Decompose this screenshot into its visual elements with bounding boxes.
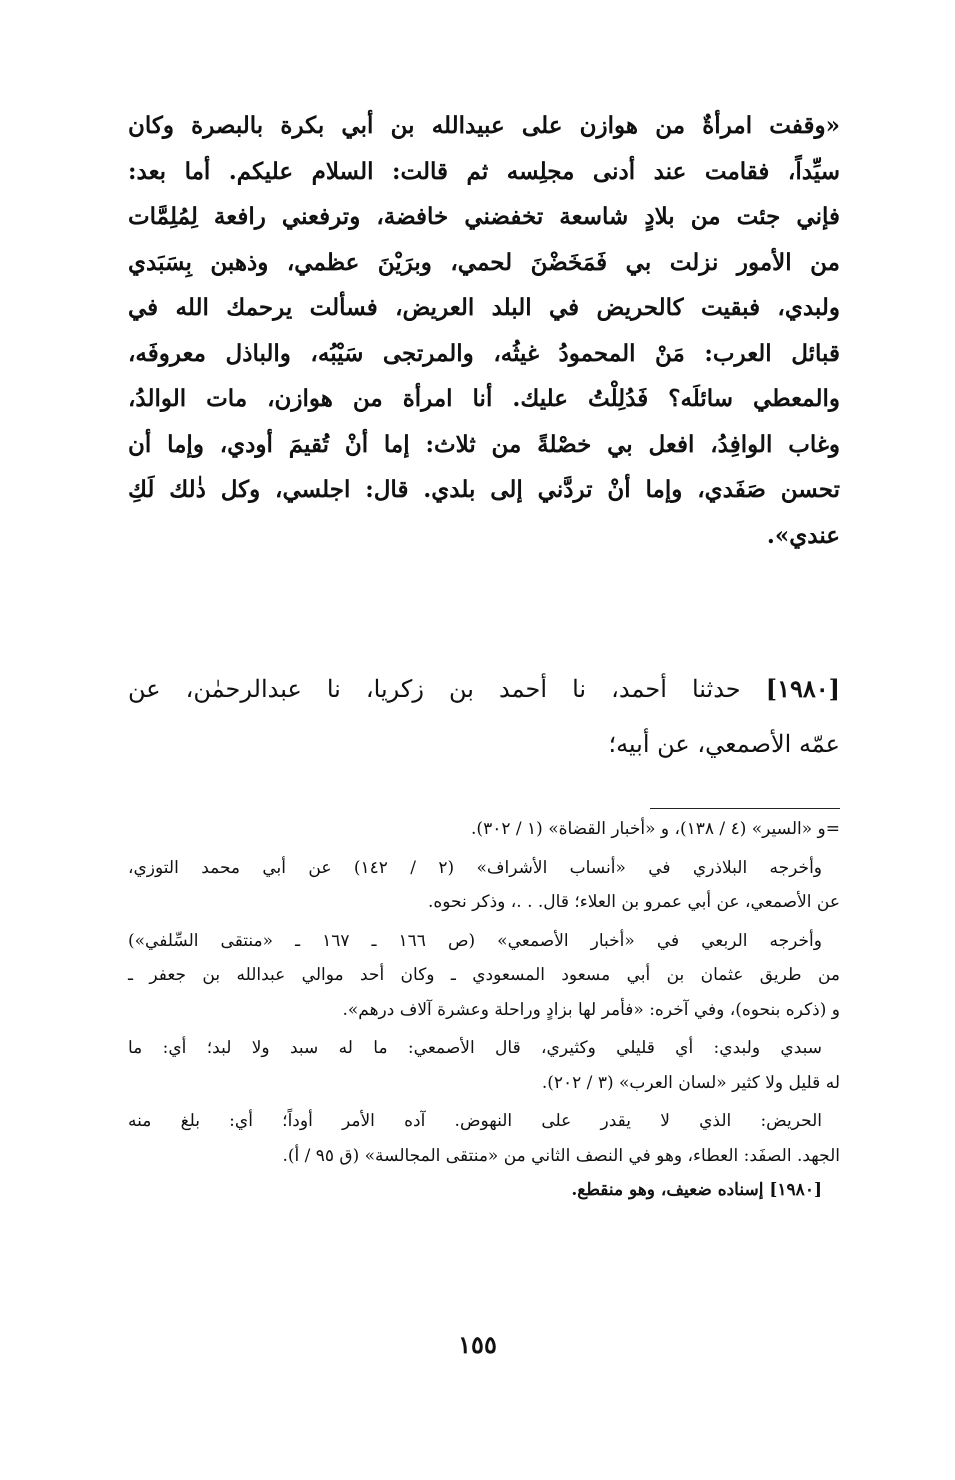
footnote-line: وأخرجه الربعي في «أخبار الأصمعي» (ص ١٦٦ ـ ١٦٧ ـ «منتقى السِّلفي»): [128, 930, 822, 951]
footnote-line: سبدي ولبدي: أي قليلي وكثيري، قال الأصمعي: ما له سبد ولا لبد؛ أي: ما: [128, 1038, 822, 1058]
main-text-line: ولبدي، فبقيت كالحريض في البلد العريض، فسألت يرحمك الله في: [128, 294, 840, 321]
footnotes-block: [128, 812, 840, 1208]
main-text-line: والمعطي سائلَه؟ فَدُلِلْتُ عليك. أنا امرأة من هوازن، مات الوالدُ،: [128, 385, 840, 412]
footnote-line: الحريض: الذي لا يقدر على النهوض. آده الأمر أوداً؛ أي: بلغ منه: [128, 1111, 822, 1131]
footnote-divider: [650, 808, 840, 809]
main-text-line: عندي».: [766, 521, 840, 549]
footnote-line: [١٩٨٠] إسناده ضعيف، وهو منقطع.: [571, 1180, 822, 1200]
footnote-line: الجهد. الصفَد: العطاء، وهو في النصف الثاني من «منتقى المجالسة» (ق ٩٥ / أ).: [282, 1145, 840, 1166]
hadith-number: [١٩٨٠]: [765, 674, 840, 703]
footnote-line: وأخرجه البلاذري في «أنساب الأشراف» (٢ / ١٤٢) عن أبي محمد التوزي،: [128, 857, 822, 878]
hadith-line: [128, 661, 840, 717]
main-text-line: «وقفت امرأةٌ من هوازن على عبيدالله بن أبي بكرة بالبصرة وكان: [128, 112, 840, 139]
footnote-line: و (ذكره بنحوه)، وفي آخره: «فأمر لها بزادٍ وراحلة وعشرة آلاف درهم».: [342, 999, 840, 1020]
main-text-line: من الأمور نزلت بي فَمَخَضْنَ لحمي، وبرَيْنَ عظمي، وذهبن بِسَبَدي: [128, 248, 840, 276]
main-text-line: فإني جئت من بلادٍ شاسعة تخفضني خافضة، وترفعني رافعة لِمُلِمَّات: [128, 203, 840, 230]
main-text-line: تحسن صَفَدي، وإما أنْ تردَّني إلى بلدي. قال: اجلسي، وكل ذٰلك لَكِ: [128, 476, 840, 503]
footnote-line: عن الأصمعي، عن أبي عمرو بن العلاء؛ قال. . .، وذكر نحوه.: [427, 892, 840, 912]
page-number: ١٥٥: [458, 1330, 497, 1359]
footnote-line: له قليل ولا كثير «لسان العرب» (٣ / ٢٠٢).: [541, 1072, 840, 1093]
footnote-line: =و «السير» (٤ / ١٣٨)، و «أخبار القضاة» (١ / ٣٠٢).: [471, 819, 840, 839]
main-text-line: قبائل العرب: مَنْ المحمودُ غيثُه، والمرتجى سَيْبُه، والباذل معروفَه،: [128, 339, 840, 367]
footnote-line: من طريق عثمان بن أبي مسعود المسعودي ـ وكان أحد موالي عبدالله بن جعفر ـ: [128, 965, 840, 985]
hadith-chain-text: حدثنا أحمد، نا أحمد بن زكريا، نا عبدالرحمٰن، عن: [128, 675, 741, 703]
main-text-line: سيِّداً، فقامت عند أدنى مجلِسه ثم قالت: السلام عليكم. أما بعد:: [128, 157, 840, 185]
main-text-block: [128, 103, 840, 558]
main-text-line: وغاب الوافِدُ، افعل بي خصْلةً من ثلاث: إما أنْ تُقيمَ أودي، وإما أن: [128, 430, 840, 458]
hadith-line: عمّه الأصمعي، عن أبيه؛: [608, 730, 840, 758]
hadith-chain: [128, 661, 840, 772]
